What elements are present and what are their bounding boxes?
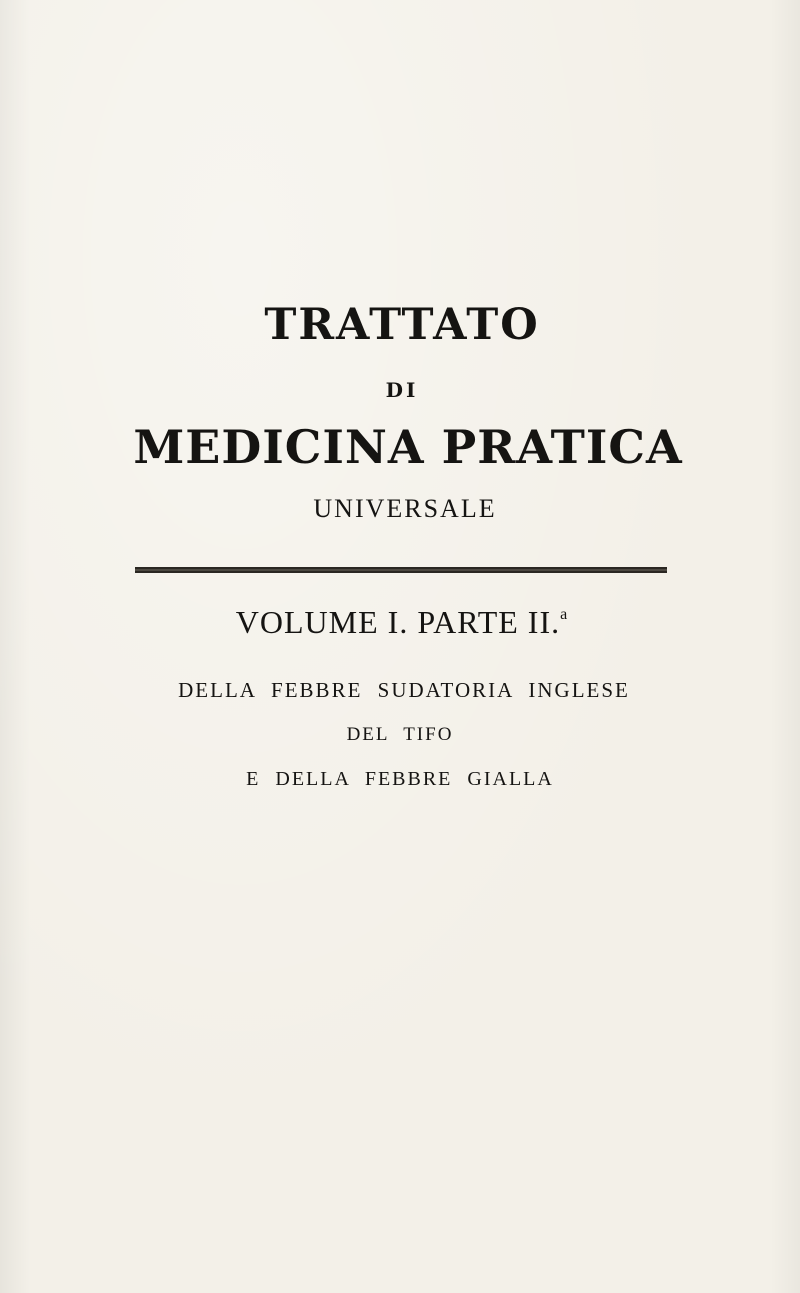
bleed-through-text xyxy=(0,1060,800,1090)
subtitle-tifo: DEL TIFO xyxy=(346,724,454,745)
bleed-through-text xyxy=(0,170,800,256)
horizontal-rule xyxy=(135,567,667,573)
volume-label: VOLUME I. PARTE II. xyxy=(235,604,561,640)
bleed-through-text xyxy=(0,250,800,297)
bleed-through-text xyxy=(0,70,800,164)
title-line-trattato: TRATTATO xyxy=(264,300,540,350)
title-line-di: DI xyxy=(385,378,419,402)
title-line-medicina-pratica: MEDICINA PRATICA xyxy=(133,420,683,474)
subtitle-febbre-gialla: E DELLA FEBBRE GIALLA xyxy=(246,768,554,790)
volume-superscript: a xyxy=(560,606,569,623)
bleed-through-text xyxy=(0,960,800,1038)
subtitle-febbre-sudatoria: DELLA FEBBRE SUDATORIA INGLESE xyxy=(178,678,630,702)
title-line-universale: UNIVERSALE xyxy=(313,494,497,523)
volume-heading xyxy=(2,604,800,641)
